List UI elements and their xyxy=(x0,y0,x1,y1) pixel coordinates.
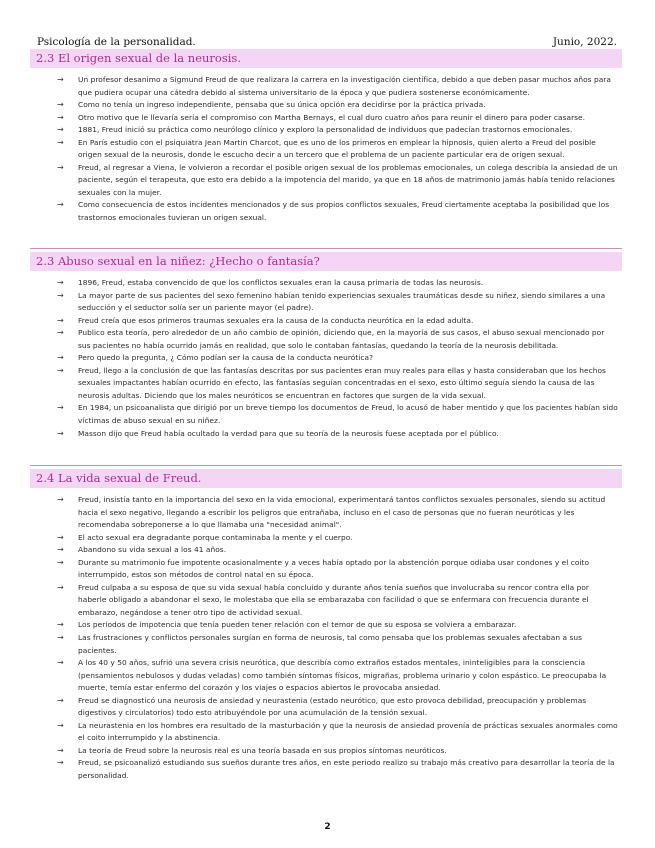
list-item-text: Freud, se psicoanalizó estudiando sus sueños durante tres años, en este periodo realizo su trabajo más creativo para desarrollar la teoría de la personalidad. xyxy=(78,758,615,781)
section-list-abuso-sexual xyxy=(30,277,618,440)
header-course-title: Psicología de la personalidad. xyxy=(37,36,196,48)
arrow-bullet-icon: → xyxy=(57,403,64,413)
header-date: Junio, 2022. xyxy=(552,36,617,48)
arrow-bullet-icon: → xyxy=(57,582,64,592)
list-item xyxy=(30,315,618,328)
list-item-text: Freud creía que esos primeros traumas sexuales era la causa de la conducta neurótica en la edad adulta. xyxy=(78,315,474,325)
list-item-text: 1896, Freud, estaba convencido de que los conflictos sexuales eran la causa primaria de todas las neurosis. xyxy=(78,278,484,287)
arrow-bullet-icon: → xyxy=(57,125,64,135)
arrow-bullet-icon: → xyxy=(57,658,64,668)
arrow-bullet-icon: → xyxy=(57,100,64,110)
arrow-bullet-icon: → xyxy=(57,353,64,363)
list-item-text: Freud se diagnosticó una neurosis de ansiedad y neurastenia (estado neurótico, que esto provoca debilidad, preocupación y problemas digestivos y circulatorios) todo esto atribuyéndole por una acumulación de la tensión sexual. xyxy=(78,695,587,718)
section-heading-origen-sexual: 2.3 El origen sexual de la neurosis. xyxy=(30,49,622,68)
list-item xyxy=(30,532,618,545)
list-item xyxy=(30,162,618,200)
arrow-bullet-icon: → xyxy=(57,137,64,147)
list-item-text: Abandono su vida sexual a los 41 años. xyxy=(78,545,227,555)
arrow-bullet-icon: → xyxy=(57,278,64,287)
arrow-bullet-icon: → xyxy=(57,758,64,768)
list-item-text: El acto sexual era degradante porque contaminaba la mente y el cuerpo. xyxy=(78,532,353,542)
list-item-text: La mayor parte de sus pacientes del sexo femenino habían tenido experiencias sexuales traumáticas desde su niñez, siendo similares a una seducción y el seductor solía ser un pariente mayor (el padre). xyxy=(78,290,606,313)
list-item-text: Un profesor desanimo a Sigmund Freud de que realizara la carrera en la investigación científica, debido a que deben pasar muchos años para que pudiera ocupar una cátedra debido al sistema universitario de la época y que pudiera sostenerse económicamente. xyxy=(78,75,611,97)
page-number: 2 xyxy=(324,822,331,832)
list-item-text: Freud, llego a la conclusión de que las fantasías descritas por sus pacientes eran muy reales para ellas y hasta consideraban que los hechos sexuales impactantes habían ocurrido en efecto, las fantasías seguían concentradas en el sexo, esto último seguía siendo la causa de las neurosis adultas. Diciendo que los males neuróticos se encuentran en factores que surgen de la vida sexual. xyxy=(78,365,606,400)
arrow-bullet-icon: → xyxy=(57,532,64,542)
arrow-bullet-icon: → xyxy=(57,328,64,338)
section-divider xyxy=(30,248,622,249)
arrow-bullet-icon: → xyxy=(57,557,64,567)
section-list-vida-sexual xyxy=(30,494,618,783)
list-item xyxy=(30,290,618,315)
list-item xyxy=(30,544,618,557)
section-heading-vida-sexual: 2.4 La vida sexual de Freud. xyxy=(30,469,622,488)
arrow-bullet-icon: → xyxy=(57,633,64,643)
arrow-bullet-icon: → xyxy=(57,315,64,325)
arrow-bullet-icon: → xyxy=(57,365,64,375)
arrow-bullet-icon: → xyxy=(57,112,64,122)
list-item xyxy=(30,352,618,365)
list-item-text: Freud, al regresar a Viena, le volvieron a recordar el posible origen sexual de los problemas emocionales, un colega describía la ansiedad de un paciente, según el terapeuta, que esto era debido a la impotencia del marido, ya que en 18 años de matrimonio jamás había tenido relaciones sexuales con la mujer. xyxy=(78,162,618,197)
running-header xyxy=(37,36,617,48)
arrow-bullet-icon: → xyxy=(57,75,64,84)
list-item-text: Como no tenía un ingreso independiente, pensaba que su única opción era decidirse por la práctica privada. xyxy=(78,100,486,110)
list-item xyxy=(30,327,618,352)
list-item xyxy=(30,757,618,782)
section-divider xyxy=(30,465,622,466)
list-item-text: A los 40 y 50 años, sufrió una severa crisis neurótica, que describía como extraños estados mentales, ininteligibles para la consciencia (pensamientos nebulosos y dudas veladas) como también síntomas físicos, migrañas, problema urinario y colon espástico. Le preocupaba la muerte, temía estar enfermo del corazón y los viajes o espacios abiertos le provocaba ansiedad. xyxy=(78,658,607,693)
list-item-text: 1881, Freud inició su práctica como neurólogo clínico y exploro la personalidad de individuos que padecían trastornos emocionales. xyxy=(78,125,573,135)
list-item-text: La neurastenia en los hombres era resultado de la masturbación y que la neurosis de ansiedad provenía de prácticas sexuales anormales como el coito interrumpido y la abstinencia. xyxy=(78,720,618,743)
list-item-text: Las frustraciones y conflictos personales surgían en forma de neurosis, tal como pensaba que los problemas sexuales afectaban a sus pacientes. xyxy=(78,633,582,655)
list-item-text: Como consecuencia de estos incidentes mencionados y de sus propios conflictos sexuales, Freud ciertamente aceptaba la posibilidad que los trastornos emocionales tuvieran un origen sexual. xyxy=(78,200,610,223)
list-item xyxy=(30,720,618,745)
list-item-text: Pero quedo la pregunta, ¿ Cómo podían ser la causa de la conducta neurótica? xyxy=(78,353,374,363)
list-item-text: Masson dijo que Freud había ocultado la verdad para que su teoría de la neurosis fuese aceptada por el público. xyxy=(78,428,499,438)
list-item xyxy=(30,657,618,695)
list-item-text: La teoría de Freud sobre la neurosis real es una teoría basada en sus propios síntomas neuróticos. xyxy=(78,745,447,755)
arrow-bullet-icon: → xyxy=(57,695,64,705)
list-item xyxy=(30,494,618,532)
list-item-text: En 1984, un psicoanalista que dirigió por un breve tiempo los documentos de Freud, lo acusó de haber mentido y que los pacientes habían sido víctimas de abuso sexual en su niñez. xyxy=(78,403,618,426)
list-item xyxy=(30,402,618,427)
list-item-text: Freud culpaba a su esposa de que su vida sexual había concluido y durante años tenía sueños que involucraba su rencor contra ella por haberle obligado a abandonar el sexo, le molestaba que ella se embarazaba con facilidad o que se enfermara con frecuencia durante el embarazo, negándose a tener otro tipo de actividad sexual. xyxy=(78,582,590,617)
list-item xyxy=(30,277,618,290)
list-item xyxy=(30,112,618,125)
list-item xyxy=(30,557,618,582)
list-item-text: Otro motivo que le llevaría sería el compromiso con Martha Bernays, el cual duro cuatro años para reunir el dinero para poder casarse. xyxy=(78,112,586,122)
arrow-bullet-icon: → xyxy=(57,620,64,630)
list-item-text: En París estudio con el psiquiatra Jean Martin Charcot, que es uno de los primeros en emplear la hipnosis, quien alerto a Freud del posible origen sexual de la neurosis, donde le escucho decir a un tercero que el problema de un paciente particular era de origen sexual. xyxy=(78,137,596,160)
list-item xyxy=(30,745,618,758)
arrow-bullet-icon: → xyxy=(57,428,64,438)
list-item xyxy=(30,619,618,632)
list-item xyxy=(30,582,618,620)
section-heading-abuso-sexual: 2.3 Abuso sexual en la niñez: ¿Hecho o fantasía? xyxy=(30,252,622,271)
list-item xyxy=(30,199,618,224)
list-item xyxy=(30,365,618,403)
arrow-bullet-icon: → xyxy=(57,290,64,300)
list-item xyxy=(30,124,618,137)
arrow-bullet-icon: → xyxy=(57,720,64,730)
arrow-bullet-icon: → xyxy=(57,162,64,172)
list-item-text: Los periodos de impotencia que tenía pueden tener relación con el temor de que su esposa se volviera a embarazar. xyxy=(78,620,517,630)
list-item xyxy=(30,137,618,162)
list-item-text: Freud, insistía tanto en la importancia del sexo en la vida emocional, experimentará tantos conflictos sexuales personales, siendo su actitud hacia el sexo negativo, llegando a escribir los peligros que entrañaba, incluso en el caso de personas que no fueran neuróticas y les recomendaba sobreponerse a lo que llamaba una "necesidad animal". xyxy=(78,495,606,530)
list-item xyxy=(30,74,618,99)
list-item xyxy=(30,428,618,441)
list-item xyxy=(30,695,618,720)
arrow-bullet-icon: → xyxy=(57,745,64,755)
list-item-text: Publico esta teoría, pero alrededor de un año cambio de opinión, diciendo que, en la mayoría de sus casos, el abuso sexual mencionado por sus pacientes no había ocurrido jamás en realidad, que solo le contaban fantasías, quedando la teoría de la neurosis debilitada. xyxy=(78,328,605,350)
list-item xyxy=(30,632,618,657)
list-item xyxy=(30,99,618,112)
section-list-origen-sexual xyxy=(30,74,618,225)
arrow-bullet-icon: → xyxy=(57,200,64,210)
list-item-text: Durante su matrimonio fue impotente ocasionalmente y a veces había optado por la abstención porque odiaba usar condones y el coito interrumpido, estos son métodos de control natal en su época. xyxy=(78,557,590,580)
arrow-bullet-icon: → xyxy=(57,545,64,555)
arrow-bullet-icon: → xyxy=(57,495,64,504)
